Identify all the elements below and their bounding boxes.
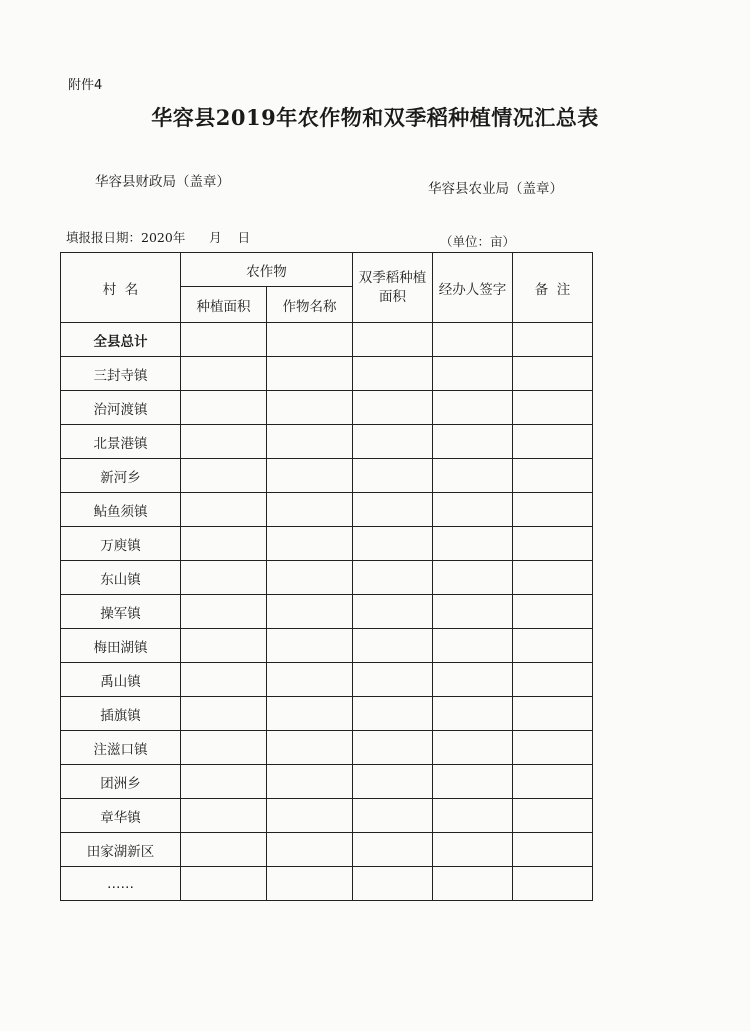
- table-row: [61, 391, 593, 425]
- cell-handler-signature: [433, 459, 513, 493]
- cell-remarks: [513, 629, 593, 663]
- cell-planting-area: [181, 629, 267, 663]
- cell-double-rice-area: [353, 561, 433, 595]
- cell-handler-signature: [433, 867, 513, 901]
- cell-crop-name: [267, 663, 353, 697]
- cell-handler-signature: [433, 833, 513, 867]
- cell-planting-area: [181, 357, 267, 391]
- cell-handler-signature: [433, 663, 513, 697]
- row-village-name: 万庾镇: [61, 527, 181, 561]
- table-row: [61, 833, 593, 867]
- table-row: [61, 731, 593, 765]
- header-village: 村 名: [61, 253, 181, 323]
- cell-crop-name: [267, 629, 353, 663]
- cell-remarks: [513, 833, 593, 867]
- cell-planting-area: [181, 425, 267, 459]
- row-village-name: 三封寺镇: [61, 357, 181, 391]
- fill-date-day: 日: [237, 230, 251, 245]
- table-row: [61, 697, 593, 731]
- table-row: [61, 765, 593, 799]
- cell-crop-name: [267, 833, 353, 867]
- cell-handler-signature: [433, 527, 513, 561]
- cell-crop-name: [267, 357, 353, 391]
- cell-handler-signature: [433, 323, 513, 357]
- cell-handler-signature: [433, 561, 513, 595]
- fill-date: [66, 228, 250, 246]
- attachment-label: 附件4: [68, 78, 103, 93]
- cell-handler-signature: [433, 425, 513, 459]
- row-village-name: 鲇鱼须镇: [61, 493, 181, 527]
- cell-planting-area: [181, 323, 267, 357]
- cell-double-rice-area: [353, 629, 433, 663]
- cell-planting-area: [181, 663, 267, 697]
- cell-remarks: [513, 697, 593, 731]
- cell-crop-name: [267, 323, 353, 357]
- cell-double-rice-area: [353, 459, 433, 493]
- cell-planting-area: [181, 493, 267, 527]
- cell-double-rice-area: [353, 595, 433, 629]
- cell-remarks: [513, 663, 593, 697]
- cell-double-rice-area: [353, 527, 433, 561]
- cell-handler-signature: [433, 357, 513, 391]
- unit-label: （单位：亩）: [440, 234, 516, 249]
- row-village-name: 禹山镇: [61, 663, 181, 697]
- row-village-name: 插旗镇: [61, 697, 181, 731]
- row-village-name: 全县总计: [61, 323, 181, 357]
- table-row: [61, 867, 593, 901]
- cell-planting-area: [181, 867, 267, 901]
- table-row: [61, 799, 593, 833]
- cell-planting-area: [181, 391, 267, 425]
- table-row: [61, 493, 593, 527]
- table-row: [61, 459, 593, 493]
- cell-double-rice-area: [353, 833, 433, 867]
- cell-double-rice-area: [353, 391, 433, 425]
- cell-double-rice-area: [353, 731, 433, 765]
- cell-double-rice-area: [353, 697, 433, 731]
- row-village-name: 梅田湖镇: [61, 629, 181, 663]
- cell-remarks: [513, 731, 593, 765]
- cell-crop-name: [267, 765, 353, 799]
- fill-date-month: 月: [209, 230, 222, 245]
- fill-date-year: 2020年: [141, 230, 186, 245]
- row-village-name: 注滋口镇: [61, 731, 181, 765]
- agriculture-bureau-stamp-label: 华容县农业局（盖章）: [428, 181, 563, 197]
- header-remarks: 备 注: [513, 253, 593, 323]
- cell-double-rice-area: [353, 425, 433, 459]
- cell-crop-name: [267, 731, 353, 765]
- cell-handler-signature: [433, 697, 513, 731]
- row-village-name: 田家湖新区: [61, 833, 181, 867]
- cell-remarks: [513, 425, 593, 459]
- table-row: [61, 323, 593, 357]
- document-title: 华容县2019年农作物和双季稻种植情况汇总表: [151, 105, 599, 130]
- row-village-name: ……: [61, 867, 181, 901]
- header-crop-name: 作物名称: [267, 287, 353, 323]
- finance-bureau-stamp-label: 华容县财政局（盖章）: [95, 174, 230, 190]
- cell-planting-area: [181, 595, 267, 629]
- table-row: [61, 629, 593, 663]
- cell-remarks: [513, 595, 593, 629]
- cell-crop-name: [267, 459, 353, 493]
- cell-crop-name: [267, 867, 353, 901]
- cell-handler-signature: [433, 595, 513, 629]
- cell-crop-name: [267, 425, 353, 459]
- fill-date-label: 填报报日期：: [66, 230, 142, 245]
- cell-double-rice-area: [353, 323, 433, 357]
- row-village-name: 章华镇: [61, 799, 181, 833]
- table-row: [61, 595, 593, 629]
- cell-crop-name: [267, 493, 353, 527]
- row-village-name: 新河乡: [61, 459, 181, 493]
- cell-planting-area: [181, 697, 267, 731]
- cell-crop-name: [267, 697, 353, 731]
- header-double-rice-area: 双季稻种植面积: [353, 253, 433, 323]
- cell-planting-area: [181, 833, 267, 867]
- table-row: [61, 425, 593, 459]
- cell-remarks: [513, 867, 593, 901]
- cell-planting-area: [181, 561, 267, 595]
- cell-remarks: [513, 357, 593, 391]
- cell-crop-name: [267, 391, 353, 425]
- cell-crop-name: [267, 799, 353, 833]
- cell-remarks: [513, 459, 593, 493]
- header-crops: 农作物: [181, 253, 353, 287]
- table-row: [61, 663, 593, 697]
- cell-crop-name: [267, 595, 353, 629]
- header-planting-area: 种植面积: [181, 287, 267, 323]
- cell-double-rice-area: [353, 357, 433, 391]
- cell-double-rice-area: [353, 799, 433, 833]
- cell-handler-signature: [433, 493, 513, 527]
- cell-remarks: [513, 493, 593, 527]
- cell-double-rice-area: [353, 493, 433, 527]
- cell-handler-signature: [433, 391, 513, 425]
- cell-crop-name: [267, 561, 353, 595]
- cell-double-rice-area: [353, 765, 433, 799]
- table-row: [61, 357, 593, 391]
- row-village-name: 操军镇: [61, 595, 181, 629]
- table-row: [61, 561, 593, 595]
- cell-remarks: [513, 799, 593, 833]
- row-village-name: 团洲乡: [61, 765, 181, 799]
- cell-remarks: [513, 391, 593, 425]
- cell-crop-name: [267, 527, 353, 561]
- cell-handler-signature: [433, 731, 513, 765]
- cell-remarks: [513, 765, 593, 799]
- cell-handler-signature: [433, 629, 513, 663]
- summary-table: [60, 252, 593, 901]
- cell-double-rice-area: [353, 663, 433, 697]
- cell-remarks: [513, 527, 593, 561]
- cell-remarks: [513, 561, 593, 595]
- cell-planting-area: [181, 731, 267, 765]
- row-village-name: 北景港镇: [61, 425, 181, 459]
- cell-handler-signature: [433, 765, 513, 799]
- cell-double-rice-area: [353, 867, 433, 901]
- cell-remarks: [513, 323, 593, 357]
- header-handler-signature: 经办人签字: [433, 253, 513, 323]
- cell-planting-area: [181, 799, 267, 833]
- cell-planting-area: [181, 765, 267, 799]
- cell-handler-signature: [433, 799, 513, 833]
- row-village-name: 治河渡镇: [61, 391, 181, 425]
- cell-planting-area: [181, 527, 267, 561]
- cell-planting-area: [181, 459, 267, 493]
- table-row: [61, 527, 593, 561]
- row-village-name: 东山镇: [61, 561, 181, 595]
